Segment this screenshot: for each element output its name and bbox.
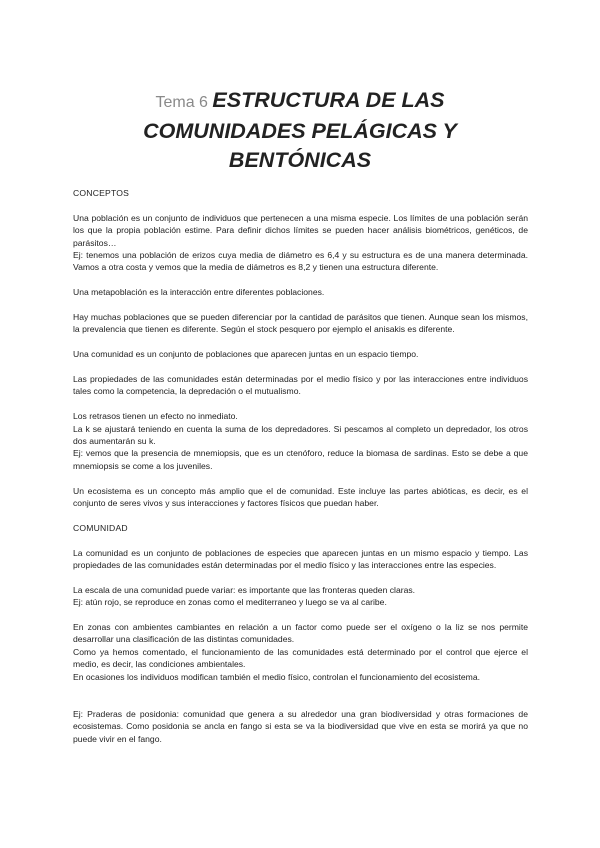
paragraph: La escala de una comunidad puede variar: es importante que las fronteras queden claras.	[73, 584, 416, 595]
paragraph: Una comunidad es un conjunto de poblaciones que aparecen juntas en un espacio tiempo.	[73, 349, 419, 360]
section-heading-conceptos: CONCEPTOS	[73, 188, 130, 198]
title-prefix: Tema 6	[155, 94, 213, 111]
paragraph: Las propiedades de las comunidades están determinadas por el medio físico y por las interacciones entre individuos tales como la competencia, la depredación o el mutualismo.	[73, 374, 528, 397]
paragraph: Ej: vemos que la presencia de mnemiopsis, que es un ctenóforo, reduce la biomasa de sardinas. Esto se debe a que mnemiopsis se come a los juveniles.	[73, 448, 528, 471]
title-main: ESTRUCTURA DE LAS COMUNIDADES PELÁGICAS Y BENTÓNICAS	[143, 88, 457, 172]
paragraph: Ej: Praderas de posidonia: comunidad que genera a su alrededor una gran biodiversidad y otras formaciones de ecosistemas. Como posidonia se ancla en fango si esta se va la biodiversidad que vive en esta se morirá ya que no puede vivir en el fango.	[73, 708, 528, 744]
paragraph: Un ecosistema es un concepto más amplio que el de comunidad. Este incluye las partes abióticas, es decir, es el conjunto de seres vivos y sus interacciones y factores físicos que puedan haber.	[73, 485, 528, 509]
paragraph: Ej: tenemos una población de erizos cuya media de diámetro es 6,4 y su estructura es de una manera determinada. Vamos a otra costa y vemos que la media de diámetros es 8,2 y tienen una estructura diferente.	[73, 250, 528, 273]
paragraph: En zonas con ambientes cambiantes en relación a un factor como puede ser el oxígeno o la liz se nos permite desarrollar una clasificación de las distintas comunidades.	[73, 622, 528, 645]
paragraph: La comunidad es un conjunto de poblaciones de especies que aparecen juntas en un mismo espacio y tiempo. Las propiedades de las comunidades están determinadas por el medio físico y las interacciones entre las especies.	[73, 547, 528, 571]
document-body	[73, 187, 528, 745]
page-title	[100, 86, 500, 175]
paragraph: Hay muchas poblaciones que se pueden diferenciar por la cantidad de parásitos que tienen. Aunque sean los mismos, la prevalencia que tienen es diferente. Según el stock pesquero por ejemplo el anisakis es diferente.	[73, 312, 528, 335]
paragraph: Ej: atún rojo, se reproduce en zonas como el mediterraneo y luego se va al caribe.	[73, 597, 387, 608]
paragraph: La k se ajustará teniendo en cuenta la suma de los depredadores. Si pescamos al completo un depredador, los otros dos aumentarán su k.	[73, 423, 528, 447]
paragraph: Una población es un conjunto de individuos que pertenecen a una misma especie. Los límites de una población serán los que la propia población estime. Para definir dichos límites se pueden hacer análisis biométricos, genéticos, de parásitos…	[73, 212, 528, 248]
paragraph: Como ya hemos comentado, el funcionamiento de las comunidades está determinado por el control que ejerce el medio, es decir, las condiciones ambientales.	[73, 646, 528, 670]
paragraph: Los retrasos tienen un efecto no inmediato.	[73, 411, 238, 422]
section-heading-comunidad: COMUNIDAD	[73, 522, 128, 533]
paragraph: En ocasiones los individuos modifican también el medio físico, controlan el funcionamiento del ecosistema.	[73, 671, 480, 682]
paragraph: Una metapoblación es la interacción entre diferentes poblaciones.	[73, 287, 325, 298]
